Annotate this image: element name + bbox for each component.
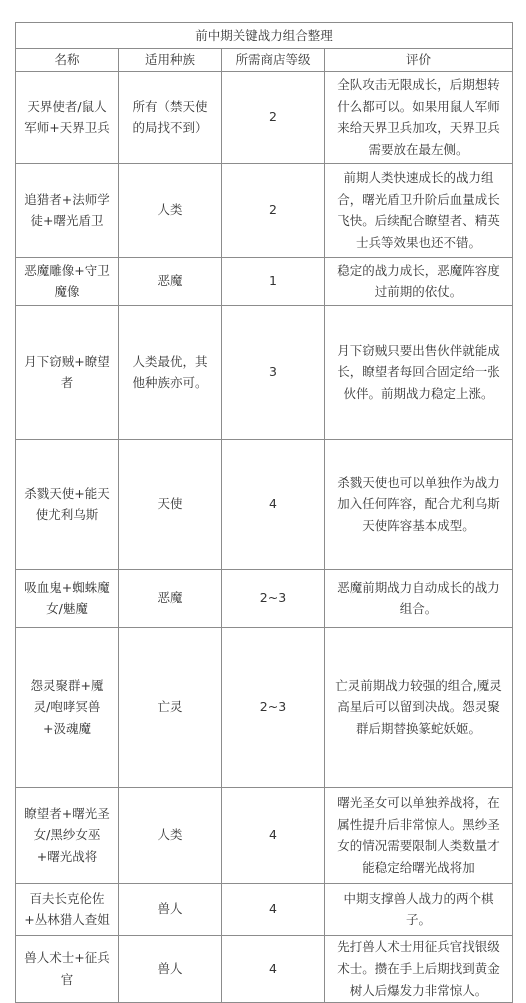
cell-comment: 曙光圣女可以单独养战将，在属性提升后非常惊人。黑纱圣女的情况需要限制人类数量才能稳定给曙光战将加 (325, 787, 513, 883)
table-row (16, 439, 513, 569)
cell-name: 兽人术士+征兵官 (16, 935, 119, 1002)
table-title: 前中期关键战力组合整理 (16, 23, 513, 49)
table-row (16, 71, 513, 163)
cell-level: 2 (222, 163, 325, 257)
header-level: 所需商店等级 (222, 49, 325, 72)
cell-race: 兽人 (119, 935, 222, 1002)
cell-race: 人类 (119, 163, 222, 257)
cell-comment: 亡灵前期战力较强的组合,魇灵高星后可以留到决战。怨灵聚群后期替换篆蛇妖姬。 (325, 627, 513, 787)
cell-level: 2~3 (222, 569, 325, 627)
cell-comment: 月下窃贼只要出售伙伴就能成长，瞭望者每回合固定给一张伙伴。前期战力稳定上涨。 (325, 305, 513, 439)
cell-name: 吸血鬼+蜘蛛魔女/魅魔 (16, 569, 119, 627)
table-row (16, 627, 513, 787)
cell-name: 天界使者/鼠人军师+天界卫兵 (16, 71, 119, 163)
cell-level: 3 (222, 305, 325, 439)
cell-race: 人类最优，其他种族亦可。 (119, 305, 222, 439)
header-row (16, 49, 513, 72)
cell-level: 2 (222, 71, 325, 163)
header-race: 适用种族 (119, 49, 222, 72)
table-row (16, 787, 513, 883)
cell-level: 4 (222, 883, 325, 935)
combo-table (15, 22, 513, 1003)
cell-name: 月下窃贼+瞭望者 (16, 305, 119, 439)
table-row (16, 305, 513, 439)
cell-race: 恶魔 (119, 569, 222, 627)
cell-comment: 杀戮天使也可以单独作为战力加入任何阵容，配合尤利乌斯天使阵容基本成型。 (325, 439, 513, 569)
cell-race: 亡灵 (119, 627, 222, 787)
table-row (16, 883, 513, 935)
cell-race: 天使 (119, 439, 222, 569)
cell-name: 恶魔雕像+守卫魔像 (16, 257, 119, 305)
cell-level: 4 (222, 439, 325, 569)
cell-comment: 前期人类快速成长的战力组合，曙光盾卫升阶后血量成长飞快。后续配合瞭望者、精英士兵等效果也还不错。 (325, 163, 513, 257)
cell-level: 1 (222, 257, 325, 305)
cell-name: 怨灵聚群+魇灵/咆哮冥兽+汲魂魔 (16, 627, 119, 787)
cell-name: 瞭望者+曙光圣女/黑纱女巫+曙光战将 (16, 787, 119, 883)
header-comment: 评价 (325, 49, 513, 72)
cell-race: 所有（禁天使的局找不到） (119, 71, 222, 163)
cell-name: 百夫长克伦佐+丛林猎人查姐 (16, 883, 119, 935)
cell-comment: 中期支撑兽人战力的两个棋子。 (325, 883, 513, 935)
cell-comment: 恶魔前期战力自动成长的战力组合。 (325, 569, 513, 627)
table-title-row (16, 23, 513, 49)
cell-race: 人类 (119, 787, 222, 883)
cell-name: 追猎者+法师学徒+曙光盾卫 (16, 163, 119, 257)
cell-race: 兽人 (119, 883, 222, 935)
table-row (16, 163, 513, 257)
cell-comment: 全队攻击无限成长，后期想转什么都可以。如果用鼠人军师来给天界卫兵加攻，天界卫兵需要放在最左侧。 (325, 71, 513, 163)
header-name: 名称 (16, 49, 119, 72)
table-row (16, 569, 513, 627)
table-row (16, 935, 513, 1002)
table-row (16, 257, 513, 305)
cell-name: 杀戮天使+能天使尤利乌斯 (16, 439, 119, 569)
cell-comment: 先打兽人术士用征兵官找银级术士。攒在手上后期找到黄金树人后爆发力非常惊人。 (325, 935, 513, 1002)
cell-comment: 稳定的战力成长，恶魔阵容度过前期的依仗。 (325, 257, 513, 305)
cell-level: 4 (222, 787, 325, 883)
cell-level: 2~3 (222, 627, 325, 787)
cell-level: 4 (222, 935, 325, 1002)
cell-race: 恶魔 (119, 257, 222, 305)
